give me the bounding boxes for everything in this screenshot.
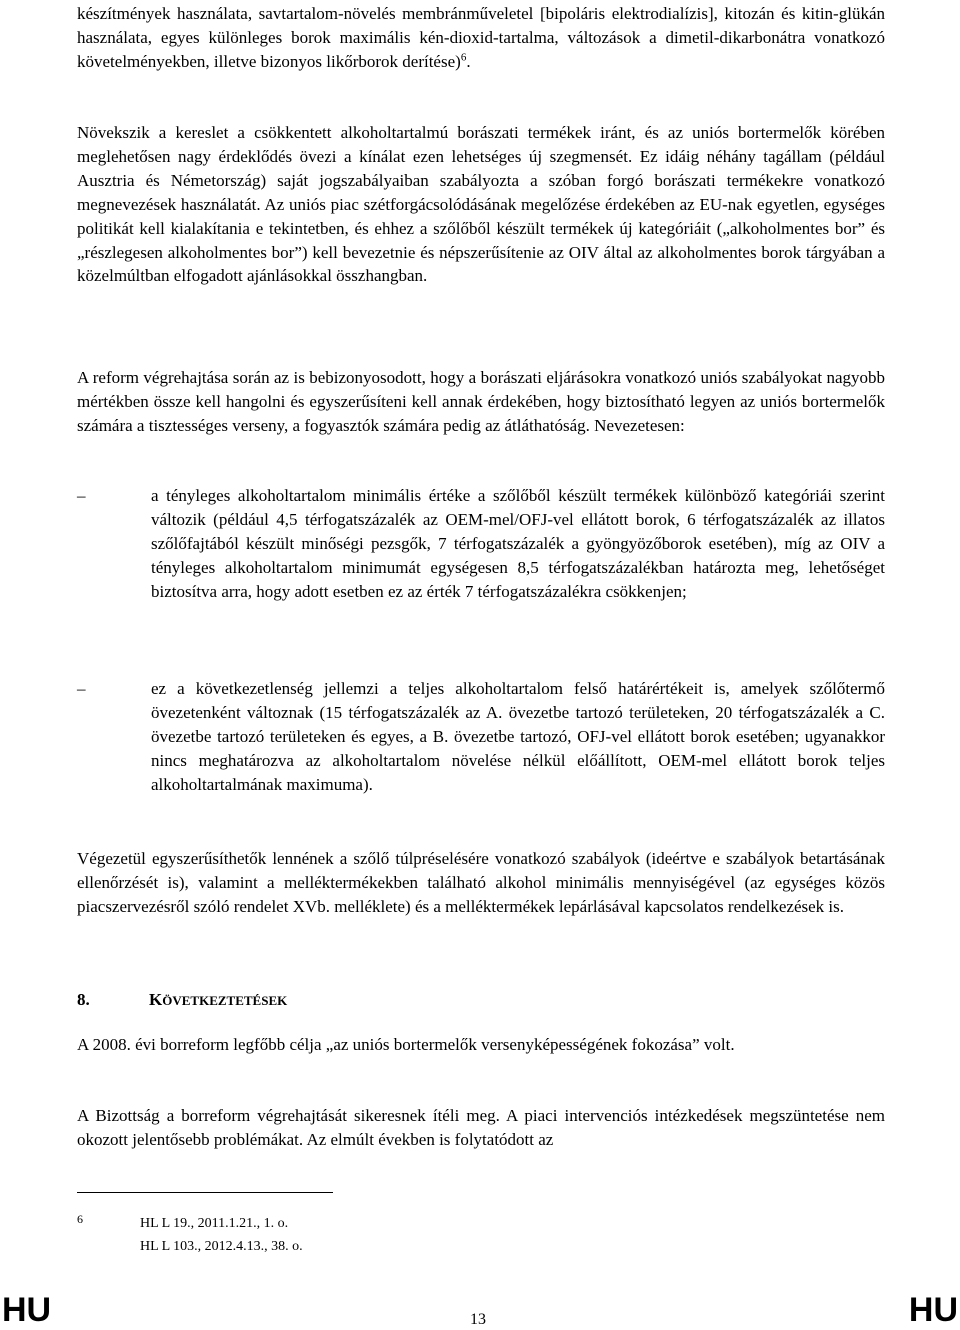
paragraph-intro-end: . xyxy=(466,51,471,71)
footnote-line: HL L 103., 2012.4.13., 38. o. xyxy=(140,1239,303,1254)
paragraph-simplification: Végezetül egyszerűsíthetők lennének a szőlő túlpréselésére vonatkozó szabályok (ideértve e szabályok betartásának ellenőrzését is), valamint a melléktermékekben található alkohol minimális mennyiségével (az egységes közös piacszervezésről szóló rendelet XVb. melléklete) és a melléktermékek lepárlásával kapcsolatos rendelkezések is. xyxy=(77,849,885,916)
footnote-number: 6 xyxy=(77,1212,83,1226)
page-number: 13 xyxy=(470,1311,486,1328)
paragraph-intro xyxy=(77,2,885,74)
dash-bullet-icon: – xyxy=(77,486,86,505)
section-title-rest: ÖVETKEZTETÉSEK xyxy=(162,993,288,1008)
paragraph-reform: A reform végrehajtása során az is bebizonyosodott, hogy a borászati eljárásokra vonatkozó uniós szabályokat nagyobb mértékben össze kell hangolni és egyszerűsíteni kell annak érdekében, hogy biztosítható legyen az uniós bortermelők számára a tisztességes verseny, a fogyasztók számára pedig az átláthatóság. Nevezetesen: xyxy=(77,368,885,435)
section-heading xyxy=(77,988,287,1013)
footer-language-left: HU xyxy=(2,1291,52,1329)
footnote-separator xyxy=(77,1192,333,1193)
paragraph-assessment: A Bizottság a borreform végrehajtását sikeresnek ítéli meg. A piaci intervenciós intézkedések megszüntetése nem okozott jelentősebb problémákat. Az elmúlt években is folytatódott az xyxy=(77,1106,885,1149)
dash-bullet-icon: – xyxy=(77,679,86,698)
section-title-initial: K xyxy=(149,990,163,1009)
section-number: 8. xyxy=(77,990,90,1009)
bullet-text: ez a következetlenség jellemzi a teljes alkoholtartalom felső határértékeit is, amelyek szőlőtermő övezetenként változnak (15 térfogatszázalék az A. övezetbe tartozó területeken, 20 térfogatszázalék a C. övezetbe tartozó területeken és egyes, a B. övezetbe tartozó, OFJ-vel ellátott borok esetében; ugyanakkor nincs meghatározva az alkoholtartalom növelése nélkül előállított, OEM-mel ellátott borok teljes alkoholtartalmának maximuma). xyxy=(151,679,885,794)
paragraph-intro-text: készítmények használata, savtartalom-növelés membránműveletel [bipoláris elektrodialízis], kitozán és kitin-glükán használata, egyes különleges borok maximális kén-dioxid-tartalma, változások a dimetil-dikarbonátra vonatkozó követelményekben, illetve bizonyos likőrborok derítése) xyxy=(77,4,885,71)
footnote-line: HL L 19., 2011.1.21., 1. o. xyxy=(140,1216,289,1231)
paragraph-demand: Növekszik a kereslet a csökkentett alkoholtartalmú borászati termékek iránt, és az uniós bortermelők körében meglehetősen nagy érdeklődés övezi a kínálat ezen lehetséges új szegmensét. Ez idáig néhány tagállam (például Ausztria és Németország) saját jogszabályaiban szabályozta a szóban forgó borászati termékekre vonatkozó megnevezések használatát. Az uniós piac szétforgácsolódásának megelőzése érdekében az EU-nak egyetlen, egységes politikát kell kialakítania e tekintetben, és ehhez a szőlőből készült termékek új kategóriáit („alkoholmentes bor” és „részlegesen alkoholmentes bor”) kell bevezetnie és népszerűsítenie az OIV által az alkoholmentes borok tárgyában a közelmúltban elfogadott ajánlásokkal összhangban. xyxy=(77,123,885,286)
footer-language-right: HU xyxy=(908,1291,958,1329)
paragraph-objective: A 2008. évi borreform legfőbb célja „az uniós bortermelők versenyképességének fokozása” volt. xyxy=(77,1035,735,1054)
bullet-text: a tényleges alkoholtartalom minimális értéke a szőlőből készült termékek különböző kategóriái szerint változik (például 4,5 térfogatszázalék az OEM-mel/OFJ-vel ellátott borok, 6 térfogatszázalék az illatos szőlőfajtából készült minőségi pezsgők, 7 térfogatszázalék a gyöngyözőborok esetében), míg az OIV a tényleges alkoholtartalom minimumát egységesen 8,5 térfogatszázalékban határozta meg, lehetőséget biztosítva arra, hogy adott esetben ez az érték 7 térfogatszázalékra csökkenjen; xyxy=(151,486,885,601)
footnote-reference[interactable]: 6 xyxy=(460,51,467,64)
